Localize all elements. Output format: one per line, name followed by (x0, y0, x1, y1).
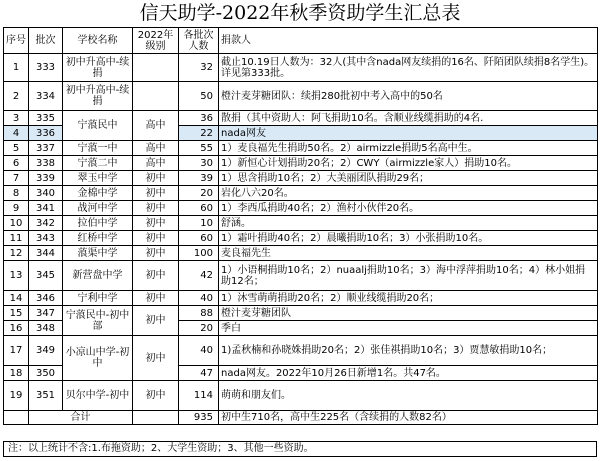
batch-cell: 347 (29, 306, 63, 321)
seq-cell: 18 (4, 366, 29, 381)
donor-cell: 1）沐雪萌萌捐助20名；2）顺业线缆捐助20名； (219, 291, 598, 306)
batch-cell: 349 (29, 336, 63, 366)
table-row (4, 291, 598, 306)
count-cell: 60 (179, 231, 219, 246)
seq-cell: 1 (4, 54, 29, 82)
batch-cell: 345 (29, 261, 63, 291)
batch-cell: 338 (29, 156, 63, 171)
school-cell: 蒗渠中学 (63, 246, 133, 261)
donor-cell: 1)孟秋楠和孙晓姝捐助20名；2）张佳祺捐助10名；3）贾慧敏捐助10名； (219, 336, 598, 366)
seq-cell: 10 (4, 216, 29, 231)
grade-cell: 高中 (133, 156, 179, 171)
batch-cell: 342 (29, 216, 63, 231)
school-cell: 宁蒗民中-初中部 (63, 306, 133, 336)
batch-cell: 351 (29, 381, 63, 411)
school-cell: 拉伯中学 (63, 216, 133, 231)
seq-cell: 14 (4, 291, 29, 306)
seq-cell: 8 (4, 186, 29, 201)
header-row (4, 28, 598, 54)
grade-cell: 初中 (133, 216, 179, 231)
header-donor: 捐款人 (219, 28, 598, 54)
batch-cell: 346 (29, 291, 63, 306)
total-label: 合计 (29, 411, 133, 425)
table-row (4, 231, 598, 246)
batch-cell: 343 (29, 231, 63, 246)
grade-cell: 初中 (133, 306, 179, 336)
school-cell: 红桥中学 (63, 231, 133, 246)
batch-cell: 336 (29, 126, 63, 141)
school-cell: 宁蒗一中 (63, 141, 133, 156)
school-cell: 初中升高中-续捐 (63, 82, 133, 111)
grade-cell (133, 54, 179, 82)
table-row (4, 141, 598, 156)
seq-cell: 9 (4, 201, 29, 216)
school-cell: 贝尔中学-初中 (63, 381, 133, 411)
batch-cell: 350 (29, 366, 63, 381)
count-cell: 22 (179, 126, 219, 141)
grade-cell: 初中 (133, 246, 179, 261)
seq-cell: 19 (4, 381, 29, 411)
grade-cell: 初中 (133, 201, 179, 216)
total-row (4, 411, 598, 425)
header-count: 各批次人数 (179, 28, 219, 54)
school-cell: 宁利中学 (63, 291, 133, 306)
table-row (4, 201, 598, 216)
grade-cell: 高中 (133, 141, 179, 156)
donor-cell: nada网友 (219, 126, 598, 141)
school-cell: 战河中学 (63, 201, 133, 216)
count-cell: 42 (179, 261, 219, 291)
seq-cell: 12 (4, 246, 29, 261)
sheet-title: 信天助学-2022年秋季资助学生汇总表 (139, 2, 461, 24)
seq-cell: 16 (4, 321, 29, 336)
donor-cell: 岩化八六20名。 (219, 186, 598, 201)
table-row (4, 306, 598, 321)
batch-cell: 340 (29, 186, 63, 201)
batch-cell: 337 (29, 141, 63, 156)
donor-cell: 1）思含捐助10名；2）大美丽团队捐助29名； (219, 171, 598, 186)
count-cell: 88 (179, 306, 219, 321)
total-count: 935 (179, 411, 219, 425)
count-cell: 55 (179, 141, 219, 156)
donor-cell: 季白 (219, 321, 598, 336)
header-seq: 序号 (4, 28, 29, 54)
donor-cell: 散捐（其中资助人：阿飞捐助10名。含顺业线缆捐助的4名. (219, 111, 598, 126)
seq-cell: 13 (4, 261, 29, 291)
donor-cell: 麦良福先生 (219, 246, 598, 261)
count-cell: 114 (179, 381, 219, 411)
count-cell: 47 (179, 366, 219, 381)
total-donor: 初中生710名，高中生225名（含续捐的人数82名） (219, 411, 598, 425)
batch-cell: 344 (29, 246, 63, 261)
donor-cell: 橙汁麦芽糖团队：续捐280批初中考入高中的50名 (219, 82, 598, 111)
batch-cell: 335 (29, 111, 63, 126)
count-cell: 20 (179, 186, 219, 201)
seq-cell: 6 (4, 156, 29, 171)
donor-cell: 1）霜叶捐助40名；2）晨曦捐助10名；3）小张捐助10名。 (219, 231, 598, 246)
count-cell: 40 (179, 291, 219, 306)
table-row (4, 156, 598, 171)
count-cell: 100 (179, 246, 219, 261)
table-row (4, 261, 598, 291)
seq-cell: 5 (4, 141, 29, 156)
summary-table (3, 27, 598, 425)
grade-cell: 初中 (133, 291, 179, 306)
table-row (4, 82, 598, 111)
table-row (4, 171, 598, 186)
school-cell: 小凉山中学-初中 (63, 336, 133, 381)
count-cell: 36 (179, 111, 219, 126)
count-cell: 39 (179, 171, 219, 186)
table-row (4, 381, 598, 411)
school-cell: 初中升高中-续捐 (63, 54, 133, 82)
batch-cell: 341 (29, 201, 63, 216)
count-cell: 60 (179, 201, 219, 216)
donor-cell: 1）麦良福先生捐助50名。2）airmizzle捐助5名高中生。 (219, 141, 598, 156)
table-row (4, 246, 598, 261)
grade-cell (133, 82, 179, 111)
table-row (4, 336, 598, 366)
batch-cell: 334 (29, 82, 63, 111)
donor-cell: 截止10.19日人数为：32人(其中含nada网友续捐的16名、阡陌团队续捐8名学生)。详见第333批。 (219, 54, 598, 82)
seq-cell: 2 (4, 82, 29, 111)
count-cell: 30 (179, 156, 219, 171)
seq-cell: 17 (4, 336, 29, 366)
batch-cell: 348 (29, 321, 63, 336)
donor-cell: 1）李西瓜捐助40名；2）渔村小伙伴20名。 (219, 201, 598, 216)
table-row (4, 111, 598, 126)
table-row (4, 216, 598, 231)
grade-cell: 初中 (133, 231, 179, 246)
donor-cell: nada网友。2022年10月26日新增1名。共47名。 (219, 366, 598, 381)
batch-cell: 333 (29, 54, 63, 82)
grade-cell: 初中 (133, 381, 179, 411)
seq-cell: 11 (4, 231, 29, 246)
header-batch: 批次 (29, 28, 63, 54)
school-cell: 翠玉中学 (63, 171, 133, 186)
header-grade: 2022年级别 (133, 28, 179, 54)
grade-cell: 初中 (133, 336, 179, 381)
school-cell: 新营盘中学 (63, 261, 133, 291)
seq-cell: 3 (4, 111, 29, 126)
grade-cell: 初中 (133, 186, 179, 201)
donor-cell: 橙汁麦芽糖团队 (219, 306, 598, 321)
header-school: 学校名称 (63, 28, 133, 54)
donor-cell: 舒涵。 (219, 216, 598, 231)
donor-cell: 1）新恒心计划捐助20名；2）CWY（airmizzle家人）捐助10名。 (219, 156, 598, 171)
count-cell: 10 (179, 216, 219, 231)
table-row (4, 54, 598, 82)
grade-cell: 高中 (133, 111, 179, 141)
school-cell: 宁蒗民中 (63, 111, 133, 141)
seq-cell: 15 (4, 306, 29, 321)
table-row (4, 186, 598, 201)
seq-cell: 7 (4, 171, 29, 186)
count-cell: 50 (179, 82, 219, 111)
school-cell: 金棉中学 (63, 186, 133, 201)
donor-cell: 萌萌和朋友们。 (219, 381, 598, 411)
donor-cell: 1）小语桐捐助10名；2）nuaalj捐助10名；3）海中浮萍捐助10名；4）林小姐捐助12名； (219, 261, 598, 291)
count-cell: 40 (179, 336, 219, 366)
count-cell: 20 (179, 321, 219, 336)
seq-cell: 4 (4, 126, 29, 141)
count-cell: 32 (179, 54, 219, 82)
footnote: 注：以上统计不含:1.布拖资助；2、大学生资助；3、其他一些资助。 (3, 441, 597, 457)
grade-cell: 初中 (133, 261, 179, 291)
batch-cell: 339 (29, 171, 63, 186)
grade-cell: 初中 (133, 171, 179, 186)
school-cell: 宁蒗二中 (63, 156, 133, 171)
